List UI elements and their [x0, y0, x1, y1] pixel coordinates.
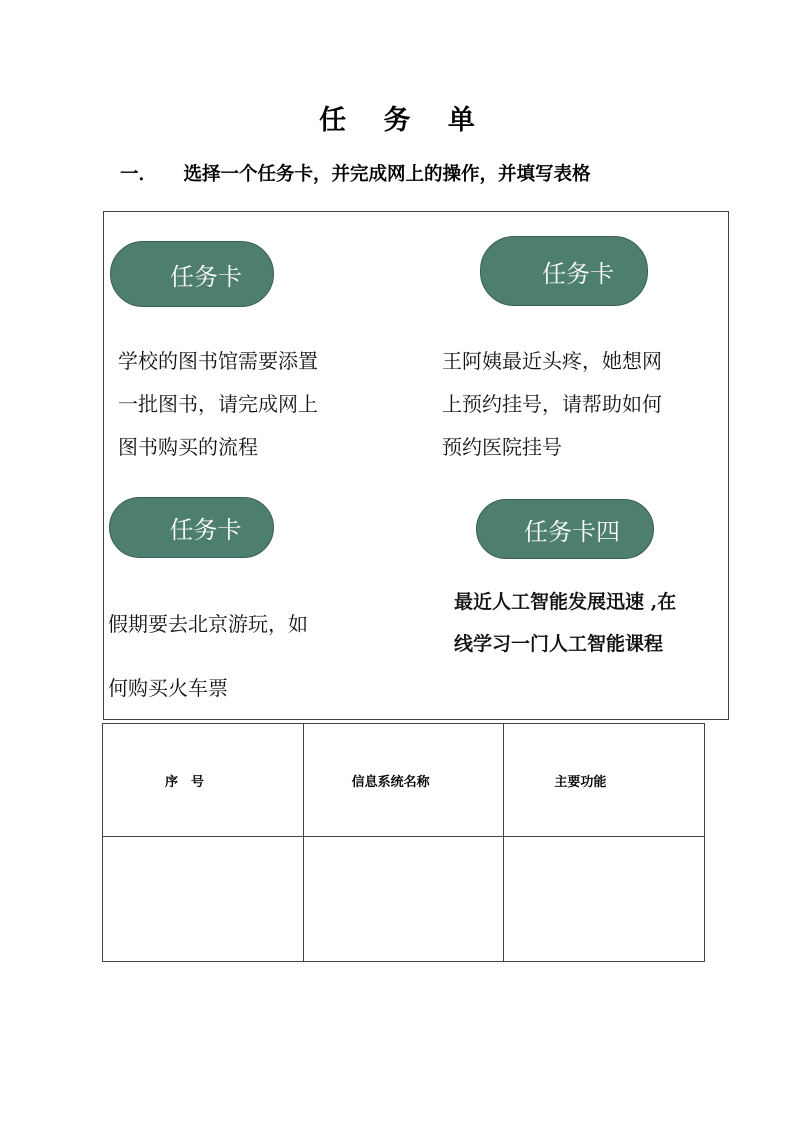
task-card-3-label: 任务卡 — [109, 497, 274, 558]
table-header-row — [103, 724, 705, 837]
summary-table — [102, 723, 705, 962]
instruction-number: 一． — [120, 164, 158, 185]
task-card-4-line: 最近人工智能发展迅速 ,在 — [454, 591, 677, 613]
task-card-1-description — [118, 340, 318, 469]
task-card-panel — [103, 211, 729, 720]
task-card-4-description — [454, 581, 676, 665]
task-card-4-line: 线学习一门人工智能课程 — [454, 633, 664, 655]
task-card-2-line: 上预约挂号，请帮助如何 — [442, 392, 662, 416]
task-card-1-label: 任务卡 — [110, 241, 274, 307]
task-card-1-line: 图书购买的流程 — [118, 435, 258, 459]
instruction-text: 选择一个任务卡，并完成网上的操作，并填写表格 — [183, 164, 591, 185]
header-index: 序 号 — [103, 724, 304, 837]
instruction — [120, 160, 590, 186]
task-card-3-description — [108, 592, 308, 720]
task-card-2-label: 任务卡 — [480, 236, 648, 306]
cell-index[interactable] — [103, 837, 304, 962]
task-card-4-label: 任务卡四 — [476, 499, 654, 559]
table-row — [103, 837, 705, 962]
header-main-function: 主要功能 — [504, 724, 705, 837]
page-title: 任 务 单 — [319, 105, 489, 136]
cell-main-function[interactable] — [504, 837, 705, 962]
task-card-1-line: 一批图书，请完成网上 — [118, 392, 318, 416]
task-card-1-line: 学校的图书馆需要添置 — [118, 349, 318, 373]
header-system-name: 信息系统名称 — [303, 724, 504, 837]
cell-system-name[interactable] — [303, 837, 504, 962]
task-card-2-description — [442, 340, 662, 469]
task-card-3-line: 何购买火车票 — [108, 676, 228, 700]
task-card-2-line: 王阿姨最近头疼，她想网 — [442, 349, 662, 373]
task-card-2-line: 预约医院挂号 — [442, 435, 562, 459]
task-card-3-line: 假期要去北京游玩，如 — [108, 612, 308, 636]
